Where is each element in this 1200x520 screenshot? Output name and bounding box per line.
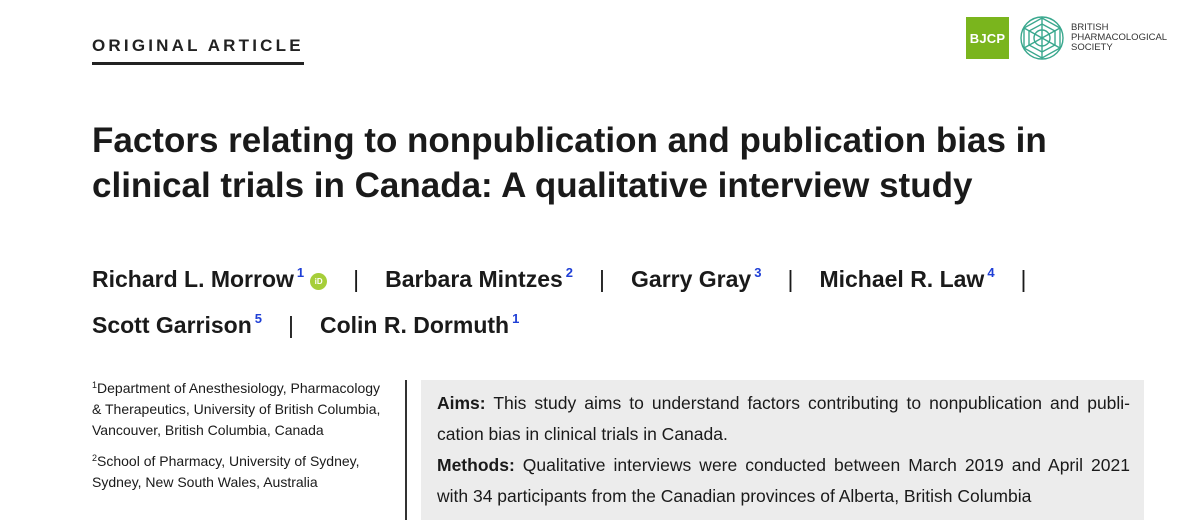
title-line: Factors relating to nonpublication and publication bias in xyxy=(92,121,1047,160)
author-name[interactable]: Garry Gray $^3$ xyxy=(631,265,762,292)
author-separator: | xyxy=(787,266,794,292)
author-list xyxy=(92,253,1152,345)
affiliation-ref[interactable]: 1 xyxy=(512,311,520,326)
author-name[interactable]: Barbara Mintzes $^2$ xyxy=(385,265,574,292)
author-name[interactable]: Colin R. Dormuth $^1$ xyxy=(319,311,520,338)
affiliation-item xyxy=(92,448,392,493)
affiliation-ref[interactable]: 3 xyxy=(754,265,762,280)
affiliation-ref[interactable]: 5 xyxy=(254,311,262,326)
author-separator: | xyxy=(599,266,606,292)
society-name-line: PHARMACOLOGICAL xyxy=(1071,32,1168,43)
author-name[interactable]: Michael R. Law $^4$ xyxy=(819,265,995,292)
society-emblem-icon xyxy=(1019,15,1065,61)
orcid-icon[interactable]: iD xyxy=(310,273,327,290)
affiliation-ref[interactable]: 2 xyxy=(565,265,574,280)
aims-label: Aims: xyxy=(437,393,486,413)
affiliation-number: 1 xyxy=(92,380,98,390)
society-name-line: BRITISH xyxy=(1071,22,1109,33)
author-separator: | xyxy=(353,266,360,292)
affiliation-text: Department of Anesthesiology, Pharmacology & Therapeutics, University of British Columbia, Vancouver, British Columbia, Canada xyxy=(92,380,381,438)
aims-text: This study aims to understand factors contributing to nonpublication and publi-cation bias in clinical trials in Canada. xyxy=(437,393,1131,444)
affiliation-ref[interactable]: 1 xyxy=(296,265,305,280)
society-name xyxy=(1071,23,1167,53)
affiliation-item xyxy=(92,375,392,441)
author-separator: | xyxy=(1020,266,1027,292)
affiliation-ref[interactable]: 4 xyxy=(987,265,995,280)
abstract-aims xyxy=(437,388,1130,450)
society-name-line: SOCIETY xyxy=(1071,42,1113,53)
journal-logos xyxy=(966,15,1167,61)
title-line: clinical trials in Canada: A qualitative interview study xyxy=(92,166,973,205)
bjcp-logo[interactable]: BJCP xyxy=(966,17,1009,59)
affiliations xyxy=(92,375,392,500)
author-separator: | xyxy=(288,312,294,338)
abstract-methods xyxy=(437,450,1130,512)
affiliation-text: School of Pharmacy, University of Sydney, Sydney, New South Wales, Australia xyxy=(92,453,360,490)
article-title xyxy=(92,118,1152,208)
methods-text: Qualitative interviews were conducted between March 2019 and April 2021 with 34 participants from the Canadian provinces of Alberta, British Columbia xyxy=(437,455,1130,506)
abstract-box xyxy=(421,380,1144,520)
column-divider xyxy=(405,380,407,520)
author-name[interactable]: Scott Garrison $^5$ xyxy=(92,311,262,338)
author-name[interactable]: Richard L. Morrow $^1$iD xyxy=(92,266,327,292)
methods-label: Methods: xyxy=(437,455,515,475)
article-type-label: ORIGINAL ARTICLE xyxy=(92,36,304,65)
affiliation-number: 2 xyxy=(92,453,98,463)
